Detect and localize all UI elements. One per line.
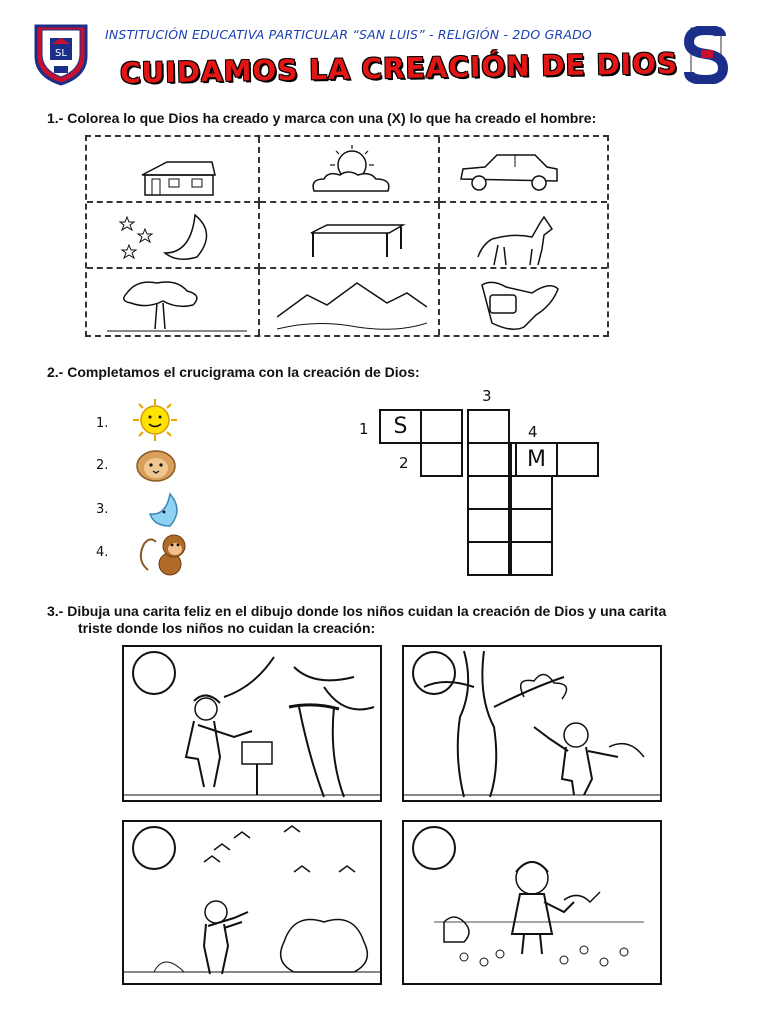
- crossword-cell[interactable]: [467, 409, 510, 444]
- crossword-cell[interactable]: [510, 541, 553, 576]
- san-luis-s-logo-icon: [681, 26, 731, 84]
- boy-breaking-branch-scene: [402, 645, 662, 802]
- svg-text:SL: SL: [55, 48, 67, 59]
- monkey-icon: [134, 530, 196, 578]
- clue-number-1: 1.: [96, 416, 109, 431]
- sun-icon: [130, 398, 180, 442]
- crossword-cell[interactable]: [467, 475, 510, 510]
- crossword: [350, 385, 610, 585]
- institution-heading: INSTITUCIÓN EDUCATIVA PARTICULAR “SAN LUIS” - RELIGIÓN - 2DO GRADO: [105, 27, 592, 42]
- mountains-icon[interactable]: [277, 277, 427, 333]
- crossword-cell[interactable]: [467, 442, 510, 477]
- crossword-cell[interactable]: [510, 475, 553, 510]
- tree-icon[interactable]: [107, 275, 247, 333]
- clue-number-3: 3.: [96, 502, 109, 517]
- clue-list: [90, 392, 215, 580]
- wolf-icon[interactable]: [472, 209, 562, 269]
- question-1-text: 1.- Colorea lo que Dios ha creado y marca con una (X) lo que ha creado el hombre:: [47, 110, 597, 126]
- school-crest-icon: [32, 22, 90, 86]
- watch-icon[interactable]: [462, 275, 562, 333]
- clue-number-2: 2.: [96, 458, 109, 473]
- table-icon[interactable]: [307, 221, 407, 261]
- girl-watering-flowers-scene: [402, 820, 662, 985]
- crossword-cell[interactable]: [467, 508, 510, 543]
- boy-littering-tree-scene: [122, 645, 382, 802]
- crossword-label-4: 4: [528, 423, 538, 441]
- moon-icon: [144, 490, 184, 530]
- car-icon[interactable]: [457, 149, 562, 195]
- moon-stars-icon[interactable]: [117, 209, 227, 265]
- crossword-cell[interactable]: M: [515, 442, 558, 477]
- crossword-cell[interactable]: [556, 442, 599, 477]
- crossword-label-3: 3: [482, 387, 492, 405]
- crossword-cell[interactable]: [420, 409, 463, 444]
- page-title: CUIDAMOS LA CREACIÓN DE DIOS: [119, 46, 679, 90]
- question-3-line-2: triste donde los niños no cuidan la creación:: [78, 620, 376, 636]
- crossword-cell[interactable]: S: [379, 409, 422, 444]
- lion-icon: [134, 446, 178, 484]
- crossword-label-2: 2: [399, 454, 409, 472]
- question-3-line-1: 3.- Dibuja una carita feliz en el dibujo donde los niños cuidan la creación de Dios y una carita: [47, 603, 667, 619]
- crossword-cell[interactable]: [467, 541, 510, 576]
- clue-number-4: 4.: [96, 545, 109, 560]
- crossword-cell[interactable]: [510, 508, 553, 543]
- picture-grid: [85, 135, 609, 337]
- house-icon[interactable]: [137, 157, 217, 197]
- crossword-label-1: 1: [359, 420, 369, 438]
- crossword-cell[interactable]: [420, 442, 463, 477]
- question-2-text: 2.- Completamos el crucigrama con la creación de Dios:: [47, 364, 420, 380]
- boy-slingshot-birds-scene: [122, 820, 382, 985]
- sun-cloud-icon[interactable]: [302, 143, 402, 199]
